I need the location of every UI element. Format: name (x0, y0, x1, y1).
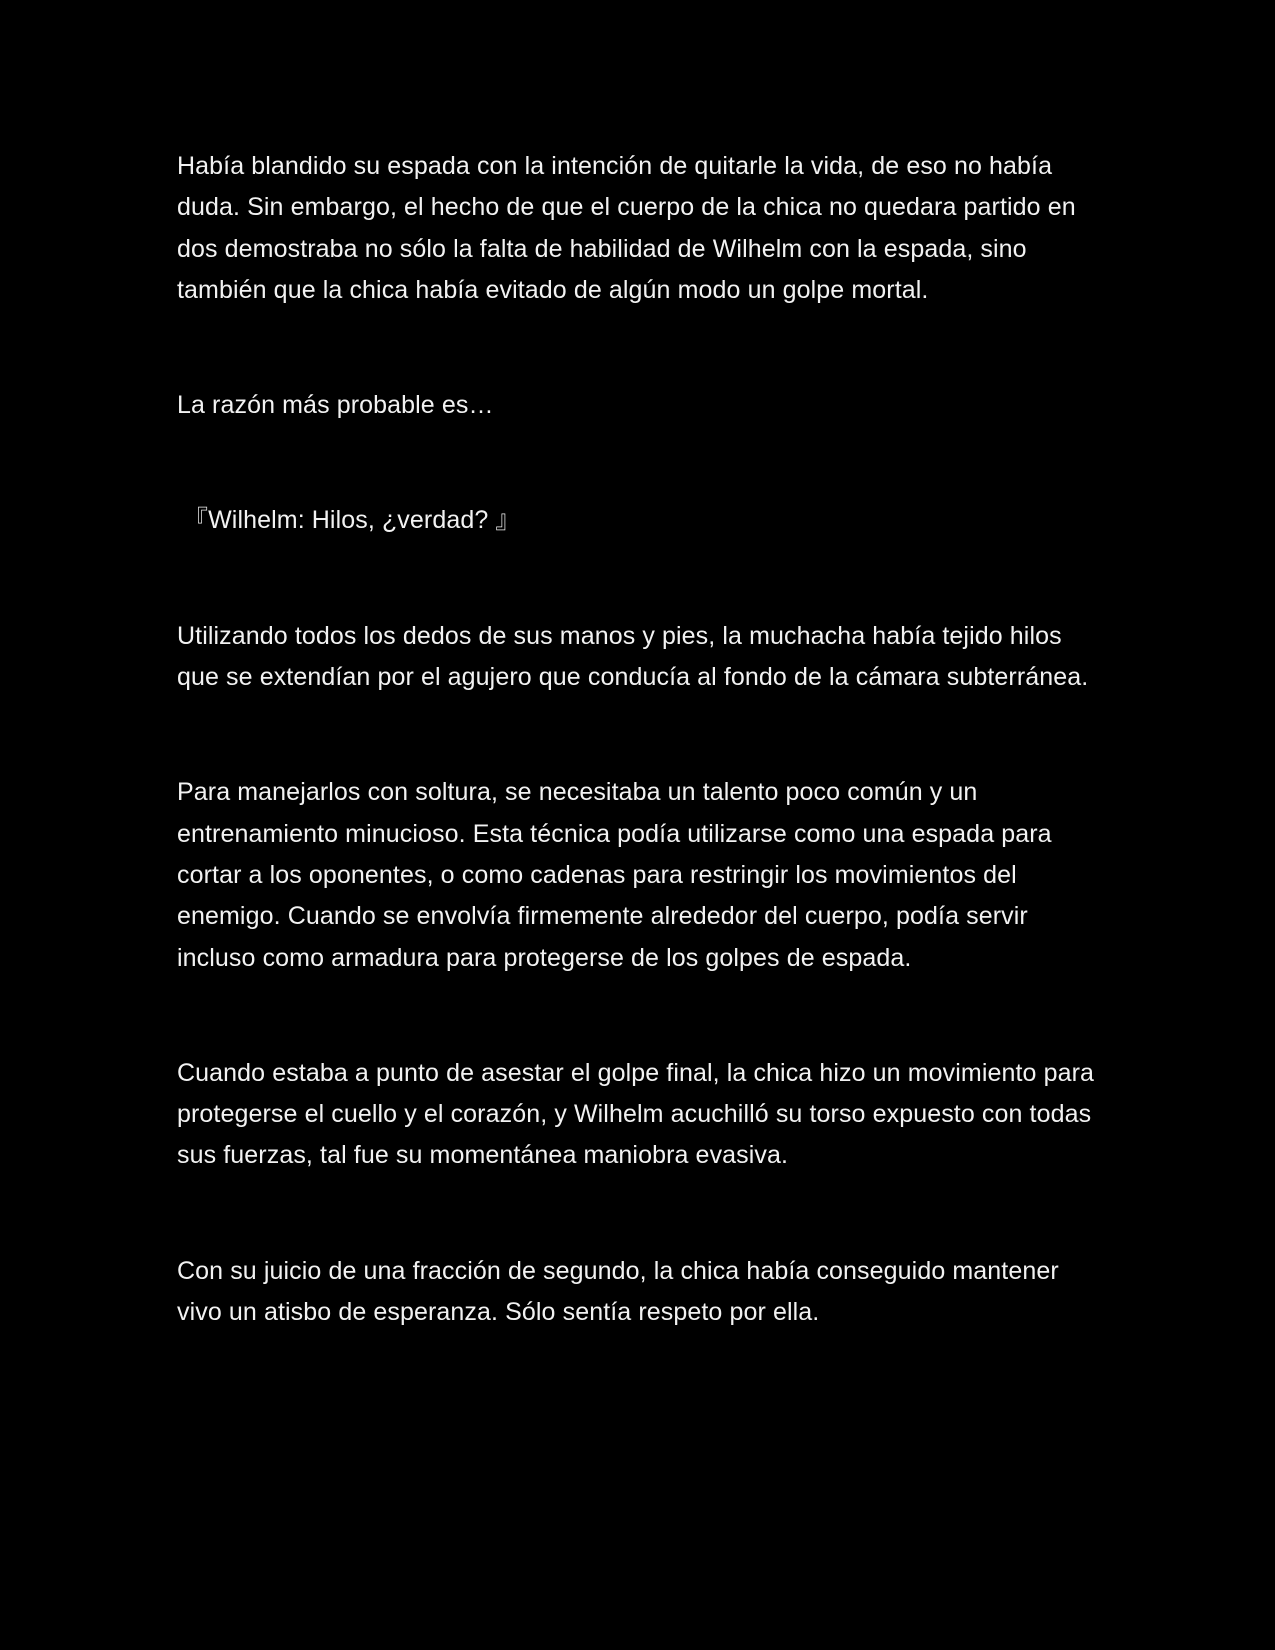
document-page (177, 146, 1107, 1333)
paragraph-final-blow: Cuando estaba a punto de asestar el golpe final, la chica hizo un movimiento para protegerse el cuello y el corazón, y Wilhelm acuchilló su torso expuesto con todas sus fuerzas, tal fue su momentánea maniobra evasiva. (177, 1058, 1095, 1170)
paragraph-probable-reason: La razón más probable es… (177, 391, 494, 420)
paragraph-sword-intent: Había blandido su espada con la intención de quitarle la vida, de eso no había duda. Sin embargo, el hecho de que el cuerpo de la chica no quedara partido en dos demostraba no sólo la falta de habilidad de Wilhelm con la espada, sino también que la chica había evitado de algún modo un golpe mortal. (177, 152, 1076, 304)
paragraph-respect: Con su juicio de una fracción de segundo, la chica había conseguido mantener vivo un atisbo de esperanza. Sólo sentía respeto por ella. (177, 1256, 1059, 1327)
paragraph-thread-technique: Para manejarlos con soltura, se necesitaba un talento poco común y un entrenamiento minucioso. Esta técnica podía utilizarse como una espada para cortar a los oponentes, o como cadenas para restringir los movimientos del enemigo. Cuando se envolvía firmemente alrededor del cuerpo, podía servir incluso como armadura para protegerse de los golpes de espada. (177, 778, 1052, 972)
dialogue-line-wilhelm: 『Wilhelm: Hilos, ¿verdad? 』 (183, 506, 521, 535)
paragraph-threads: Utilizando todos los dedos de sus manos y pies, la muchacha había tejido hilos que se extendían por el agujero que conducía al fondo de la cámara subterránea. (177, 621, 1089, 692)
